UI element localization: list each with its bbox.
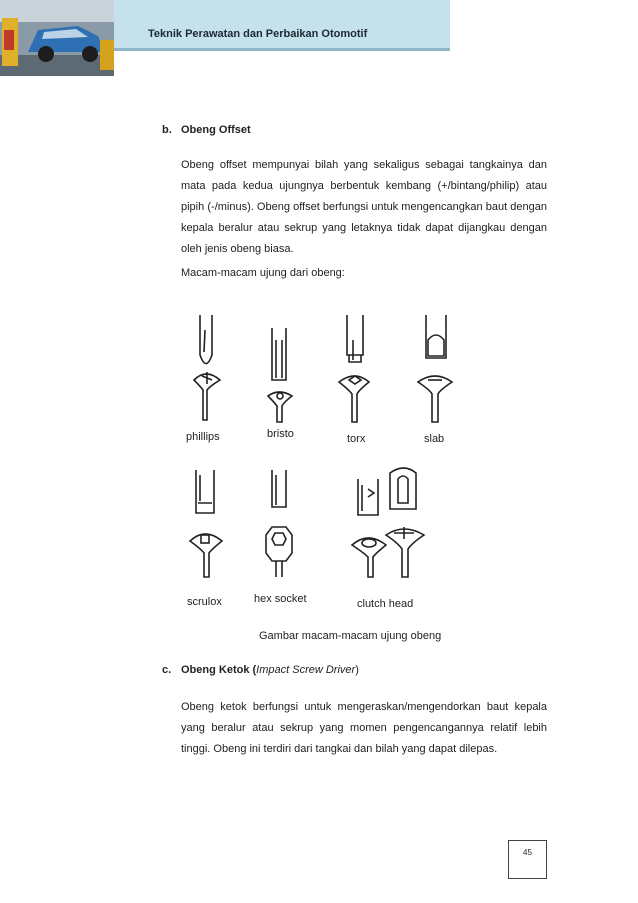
tip-label-slab: slab (424, 433, 445, 445)
tip-label-bristo: bristo (267, 428, 294, 440)
section-b-intro: Macam-macam ujung dari obeng: (181, 267, 345, 279)
slab-tip-icon (418, 315, 452, 422)
section-c-title-start: Obeng Ketok ( (181, 664, 257, 676)
page-number: 45 (523, 848, 532, 857)
scrulox-tip-icon (190, 470, 222, 577)
phillips-tip-icon (194, 315, 220, 420)
tip-label-scrulox: scrulox (187, 596, 222, 608)
figure-caption: Gambar macam-macam ujung obeng (259, 630, 442, 642)
page-number-box (508, 840, 547, 879)
header-band (114, 0, 450, 51)
section-b-heading (162, 124, 251, 136)
section-c-heading (162, 664, 359, 676)
tip-label-torx: torx (347, 433, 366, 445)
bristo-tip-icon (268, 328, 292, 422)
tips-row-2-illustration (180, 465, 450, 585)
torx-tip-icon (339, 315, 369, 422)
tip-label-clutch-head: clutch head (357, 598, 414, 610)
section-c-title-end: ) (355, 664, 359, 676)
header-workshop-photo (0, 0, 114, 76)
section-c-title-italic: Impact Screw Driver (256, 664, 356, 676)
hex-socket-tip-icon (266, 470, 292, 577)
tip-label-phillips: phillips (186, 431, 220, 443)
section-b-marker: b. (162, 124, 172, 136)
workshop-illustration (0, 0, 114, 76)
section-b-title: Obeng Offset (181, 124, 251, 136)
clutch-head-tip-icon (352, 468, 424, 577)
tip-label-hex-socket: hex socket (254, 593, 307, 605)
header-title: Teknik Perawatan dan Perbaikan Otomotif (148, 28, 368, 40)
tips-row-1-illustration (180, 310, 470, 425)
section-c-marker: c. (162, 664, 172, 676)
section-b-paragraph: Obeng offset mempunyai bilah yang sekaligus sebagai tangkainya dan mata pada kedua ujungnya berbentuk kembang (+/bintang/philip) atau pipih (-/minus). Obeng offset berfungsi untuk mengencangkan baut dengan kepala beralur atau sekrup yang letaknya tidak dapat dijangkau dengan oleh jenis obeng biasa. (181, 159, 547, 255)
section-c-paragraph: Obeng ketok berfungsi untuk mengeraskan/mengendorkan baut kepala yang beralur atau sekrup yang momen pengencangannya relatif lebih tinggi. Obeng ini terdiri dari tangkai dan bilah yang dapat dilepas. (181, 701, 547, 755)
